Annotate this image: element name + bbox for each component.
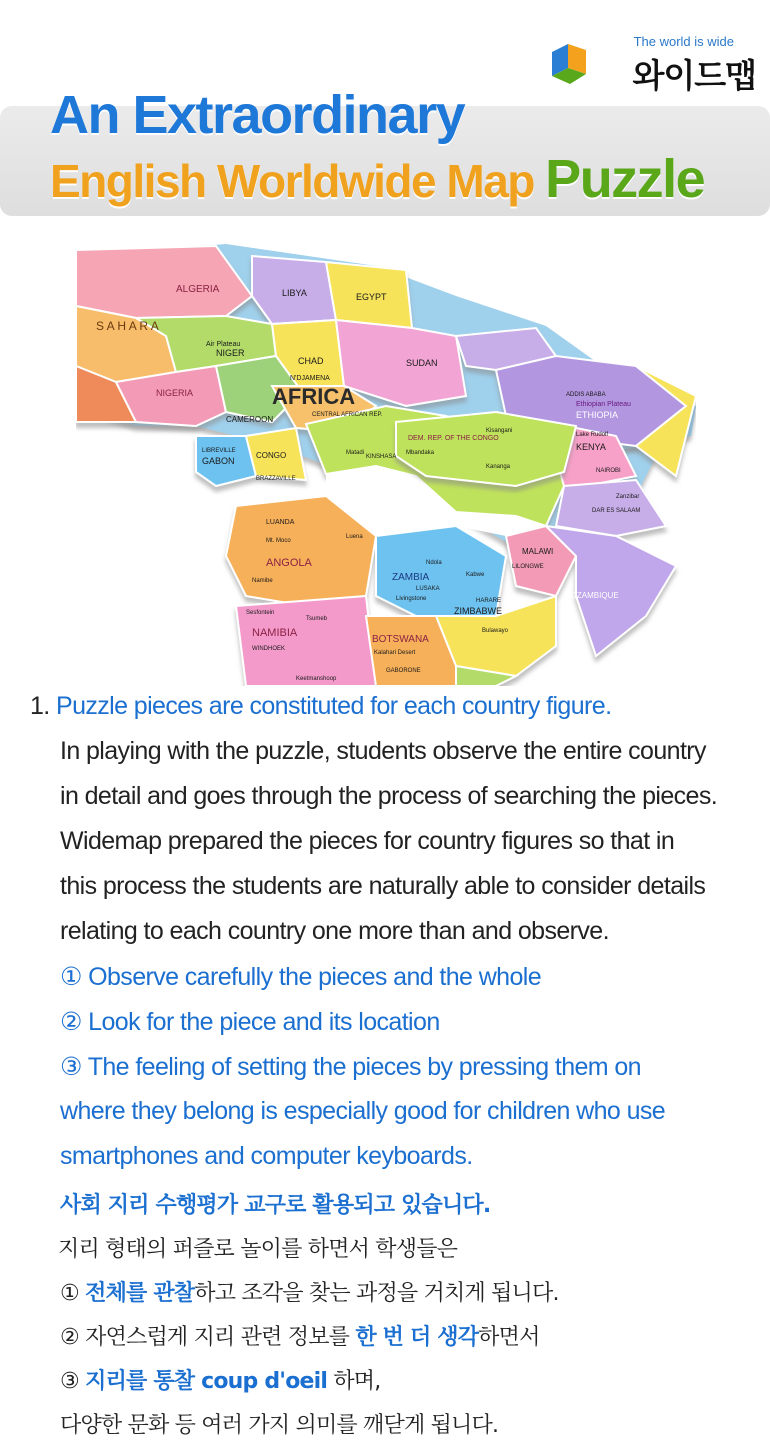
korean-point-3-num: ③ bbox=[60, 1369, 86, 1394]
page-title-puzzle-word: Puzzle bbox=[545, 149, 705, 209]
map-label-niger: NIGER bbox=[216, 348, 245, 358]
paragraph-line: this process the students are naturally able to consider details bbox=[60, 872, 706, 900]
map-label-luena: Luena bbox=[346, 534, 363, 540]
paragraph-line: In playing with the puzzle, students observe the entire country bbox=[60, 737, 706, 765]
point-feeling: ③ The feeling of setting the pieces by pressing them on bbox=[60, 1053, 641, 1081]
loose-piece bbox=[396, 412, 576, 486]
page-title-line1: An Extraordinary bbox=[50, 85, 465, 145]
map-label-sesfontein: Sesfontein bbox=[246, 610, 275, 616]
map-label-car: CENTRAL AFRICAN REP. bbox=[312, 412, 383, 418]
map-label-livingstone: Livingstone bbox=[396, 596, 427, 602]
point-observe: ① Observe carefully the pieces and the whole bbox=[60, 963, 542, 991]
map-label-chad: CHAD bbox=[298, 356, 324, 366]
map-label-harare: HARARE bbox=[476, 598, 502, 604]
map-label-namibe: Namibe bbox=[252, 578, 273, 584]
map-label-zambia: ZAMBIA bbox=[392, 572, 430, 583]
map-label-kalahari: Kalahari Desert bbox=[374, 650, 416, 656]
map-label-egypt: EGYPT bbox=[356, 292, 387, 302]
map-label-bulawayo: Bulawayo bbox=[482, 628, 509, 634]
korean-point-3-rest: 하며, bbox=[327, 1369, 381, 1394]
map-label-sahara: S A H A R A bbox=[96, 319, 159, 333]
map-label-zimbabwe: ZIMBABWE bbox=[454, 606, 503, 616]
map-label-botswana: BOTSWANA bbox=[372, 634, 429, 645]
korean-point-2-text: ② 자연스럽게 지리 관련 정보를 bbox=[60, 1325, 356, 1350]
korean-heading: 사회 지리 수행평가 교구로 활용되고 있습니다. bbox=[60, 1193, 491, 1218]
korean-point-1-bold: 전체를 관찰 bbox=[85, 1281, 195, 1306]
map-label-angola: ANGOLA bbox=[266, 557, 312, 569]
map-label-malawi: MALAWI bbox=[522, 547, 554, 556]
map-label-zanzibar: Zanzibar bbox=[616, 494, 640, 500]
korean-point-2 bbox=[60, 1320, 540, 1351]
map-label-kisangani: Kisangani bbox=[486, 428, 513, 434]
point-feeling-cont: where they belong is especially good for children who use bbox=[60, 1097, 666, 1125]
map-label-algeria: ALGERIA bbox=[176, 284, 220, 295]
map-label-ethiopian-plateau: Ethiopian Plateau bbox=[576, 401, 631, 408]
map-label-gabon: GABON bbox=[202, 456, 235, 466]
logo-brand-name: 와이드맵 bbox=[632, 56, 756, 95]
map-label-nairobi: NAIROBI bbox=[596, 468, 621, 474]
map-label-tsumeb: Tsumeb bbox=[306, 616, 328, 622]
africa-map-puzzle-photo bbox=[76, 236, 696, 686]
country-pieces bbox=[76, 246, 696, 686]
map-label-nigeria: NIGERIA bbox=[156, 388, 194, 398]
map-label-lilongwe: LILONGWE bbox=[512, 564, 544, 570]
map-label-libreville: LIBREVILLE bbox=[202, 448, 236, 454]
map-label-matadi: Matadi bbox=[346, 450, 365, 456]
section-heading-text: Puzzle pieces are constituted for each country figure. bbox=[56, 692, 612, 720]
map-label-keetmanshoop: Keetmanshoop bbox=[296, 676, 337, 682]
korean-point-1-rest: 하고 조각을 찾는 과정을 거치게 됩니다. bbox=[194, 1281, 559, 1306]
map-label-kenya: KENYA bbox=[576, 442, 606, 452]
map-label-brazzaville: BRAZZAVILLE bbox=[256, 476, 296, 482]
point-feeling-cont: smartphones and computer keyboards. bbox=[60, 1142, 473, 1170]
map-label-mozambique: MOZAMBIQUE bbox=[564, 591, 619, 600]
section-number: 1. bbox=[30, 692, 56, 720]
map-label-congo: CONGO bbox=[256, 451, 287, 460]
map-label-mbandaka: Mbandaka bbox=[406, 450, 435, 456]
page-title-line2 bbox=[50, 148, 704, 210]
map-label-lake-rudolf: Lake Rudolf bbox=[576, 432, 609, 438]
map-label-kananga: Kananga bbox=[486, 464, 511, 470]
korean-point-1-num: ① bbox=[60, 1281, 86, 1306]
map-label-mt-moco: Mt. Moco bbox=[266, 538, 291, 544]
point-look: ② Look for the piece and its location bbox=[60, 1008, 440, 1036]
section-heading bbox=[30, 692, 611, 721]
paragraph-line: Widemap prepared the pieces for country figures so that in bbox=[60, 827, 675, 855]
map-label-ethiopia: ETHIOPIA bbox=[576, 410, 619, 420]
korean-point-1 bbox=[60, 1276, 559, 1307]
map-label-ndjamena: N'DJAMENA bbox=[290, 375, 330, 382]
korean-point-2-rest: 하면서 bbox=[478, 1325, 540, 1350]
map-label-windhoek: WINDHOEK bbox=[252, 646, 285, 652]
map-label-namibia: NAMIBIA bbox=[252, 627, 298, 639]
korean-point-2-bold: 한 번 더 생각 bbox=[355, 1325, 479, 1350]
map-label-ndola: Ndola bbox=[426, 560, 442, 566]
brand-logo bbox=[546, 32, 756, 95]
map-label-lusaka: LUSAKA bbox=[416, 586, 440, 592]
map-label-kinshasa: KINSHASA bbox=[366, 454, 397, 460]
map-label-libya: LIBYA bbox=[282, 288, 307, 298]
korean-point-3 bbox=[60, 1364, 380, 1395]
map-label-air-plateau: Air Plateau bbox=[206, 341, 241, 348]
map-label-drc: DEM. REP. OF THE CONGO bbox=[408, 435, 499, 442]
map-label-cameroon: CAMEROON bbox=[226, 415, 274, 424]
paragraph-line: relating to each country one more than and observe. bbox=[60, 917, 609, 945]
logo-icon bbox=[546, 40, 598, 88]
map-label-luanda: LUANDA bbox=[266, 519, 295, 526]
korean-point-3-bold: 지리를 통찰 coup d'oeil bbox=[85, 1369, 328, 1394]
map-label-sudan: SUDAN bbox=[406, 358, 438, 368]
map-label-kabwe: Kabwe bbox=[466, 572, 485, 578]
korean-intro: 지리 형태의 퍼즐로 놀이를 하면서 학생들은 bbox=[58, 1237, 458, 1262]
map-label-gaborone: GABORONE bbox=[386, 668, 421, 674]
map-label-addis: ADDIS ABABA bbox=[566, 392, 606, 398]
page-title-line2-main: English Worldwide Map bbox=[50, 155, 546, 207]
logo-tagline: The world is wide bbox=[633, 34, 734, 49]
map-label-dar: DAR ES SALAAM bbox=[592, 508, 641, 514]
map-label-africa: AFRICA bbox=[272, 384, 356, 409]
paragraph-line: in detail and goes through the process of searching the pieces. bbox=[60, 782, 718, 810]
korean-closing: 다양한 문화 등 여러 가지 의미를 깨닫게 됩니다. bbox=[60, 1413, 499, 1438]
